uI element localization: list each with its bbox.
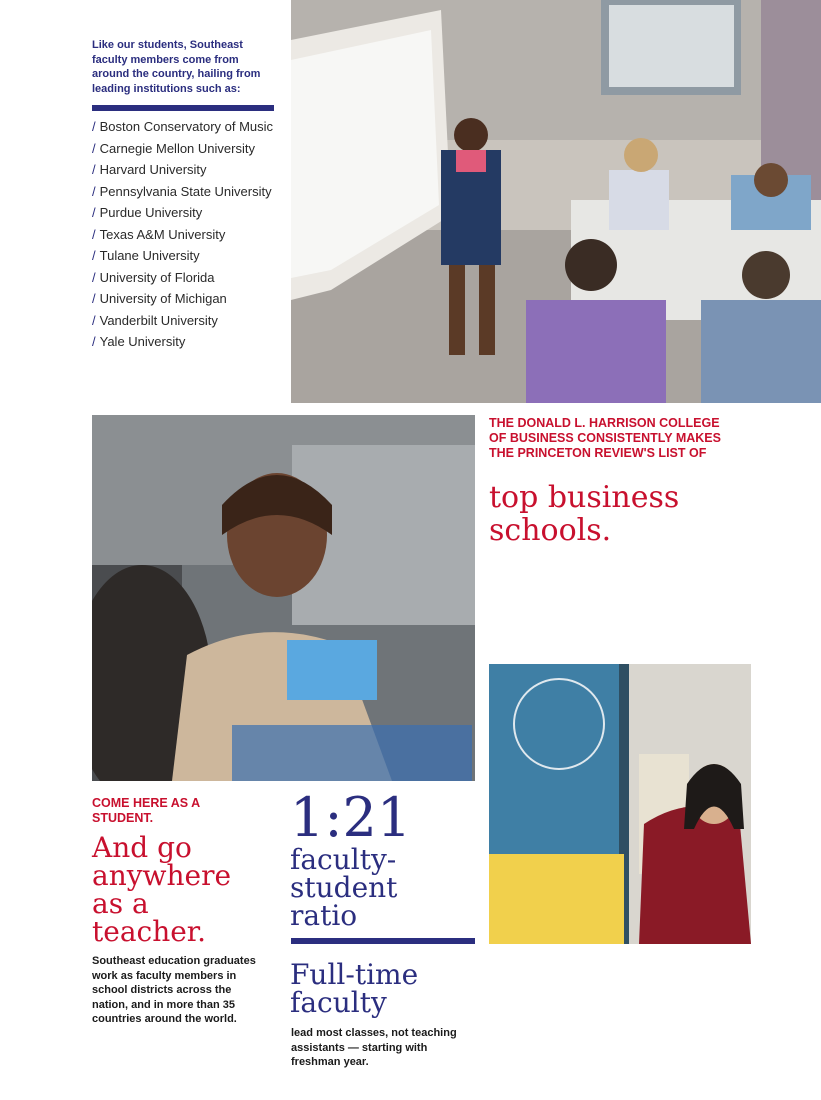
list-marker: / bbox=[92, 312, 96, 328]
list-marker: / bbox=[92, 269, 96, 285]
university-name: Harvard University bbox=[99, 162, 207, 177]
university-name: Boston Conservatory of Music bbox=[99, 119, 274, 134]
list-marker: / bbox=[92, 334, 96, 349]
student-lab-photo bbox=[92, 415, 475, 781]
business-headline: top business schools. bbox=[489, 480, 680, 548]
list-item bbox=[92, 185, 282, 198]
university-list bbox=[92, 120, 282, 357]
divider-rule bbox=[92, 105, 274, 111]
university-name: University of Florida bbox=[99, 269, 215, 285]
list-item bbox=[92, 163, 282, 176]
list-marker: / bbox=[92, 248, 96, 263]
business-lead: THE DONALD L. HARRISON COLLEGE OF BUSINESS CONSISTENTLY MAKES THE PRINCETON REVIEW'S LIST OF bbox=[489, 416, 721, 460]
university-name: Purdue University bbox=[99, 205, 203, 220]
university-name: Yale University bbox=[99, 334, 186, 349]
intro-text: Like our students, Southeast faculty members come from around the country, hailing from leading institutions such as: bbox=[92, 39, 261, 95]
classroom-photo bbox=[291, 0, 821, 403]
university-name: Carnegie Mellon University bbox=[99, 140, 255, 156]
university-name: Tulane University bbox=[99, 248, 200, 263]
education-body: Southeast education graduates work as faculty members in school districts across the nation, and in more than 35 countries around the world. bbox=[92, 955, 256, 1025]
list-item bbox=[92, 314, 282, 327]
education-lead: COME HERE AS A STUDENT. bbox=[92, 796, 200, 825]
list-item bbox=[92, 335, 282, 348]
university-name: Pennsylvania State University bbox=[99, 183, 272, 199]
university-name: University of Michigan bbox=[99, 291, 227, 306]
divider-rule bbox=[291, 938, 475, 944]
teacher-chalkboard-photo bbox=[489, 664, 751, 944]
university-name: Vanderbilt University bbox=[99, 312, 218, 328]
list-item bbox=[92, 271, 282, 284]
education-headline: And go anywhere as a teacher. bbox=[92, 831, 232, 948]
ratio-value: 1:21 bbox=[290, 786, 412, 849]
list-marker: / bbox=[92, 119, 96, 134]
list-item bbox=[92, 228, 282, 241]
list-marker: / bbox=[92, 291, 96, 306]
list-marker: / bbox=[92, 162, 96, 177]
list-item bbox=[92, 206, 282, 219]
university-name: Texas A&M University bbox=[99, 226, 226, 242]
list-item bbox=[92, 120, 282, 133]
fulltime-body: lead most classes, not teaching assistants — starting with freshman year. bbox=[291, 1027, 457, 1068]
list-marker: / bbox=[92, 205, 96, 220]
ratio-label: faculty-student ratio bbox=[290, 843, 398, 932]
list-marker: / bbox=[92, 183, 96, 199]
fulltime-headline: Full-time faculty bbox=[290, 958, 419, 1019]
list-marker: / bbox=[92, 140, 96, 156]
list-item bbox=[92, 249, 282, 262]
list-item bbox=[92, 142, 282, 155]
list-marker: / bbox=[92, 226, 96, 242]
list-item bbox=[92, 292, 282, 305]
